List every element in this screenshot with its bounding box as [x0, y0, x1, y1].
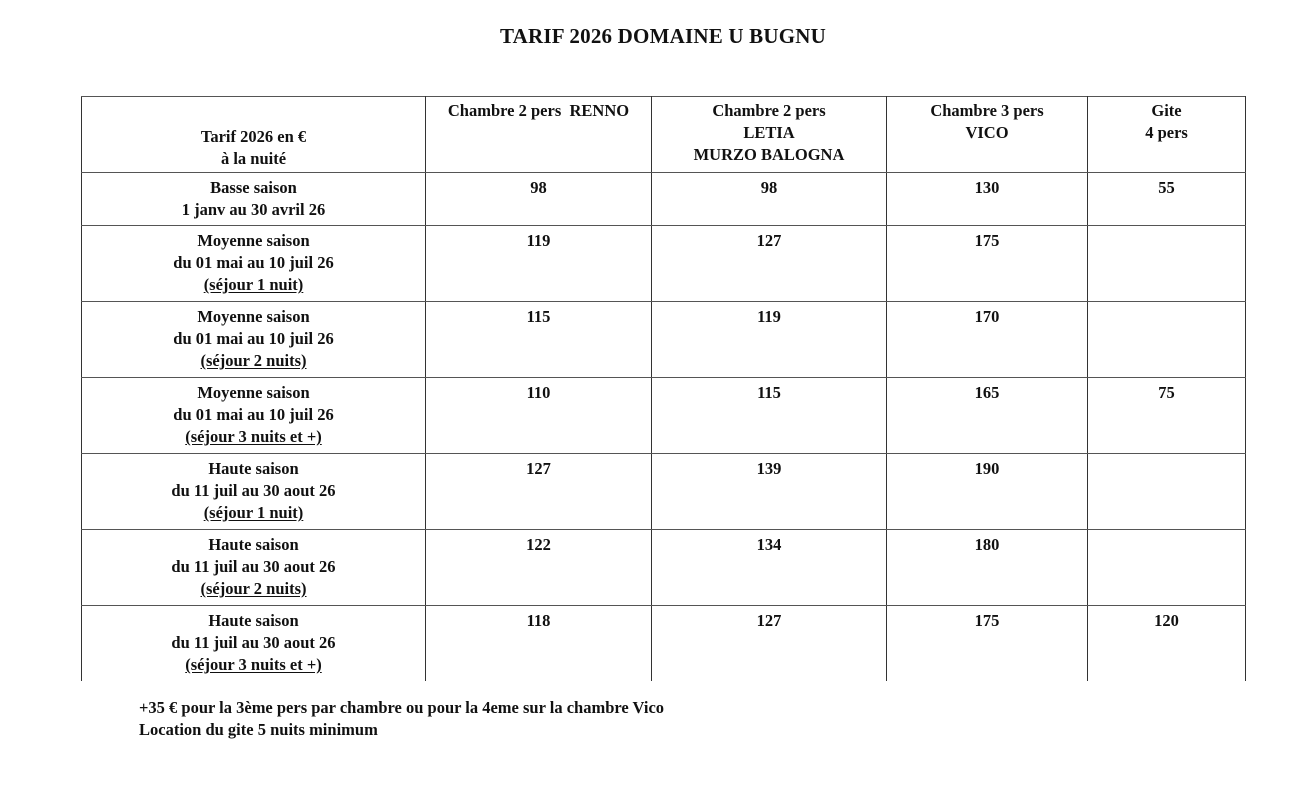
price-cell: 139 [652, 454, 887, 530]
price-cell [1088, 226, 1246, 302]
season-name: Haute saison [208, 535, 299, 554]
table-row [82, 302, 1246, 378]
season-dates: 1 janv au 30 avril 26 [181, 200, 326, 219]
season-dates: du 11 juil au 30 aout 26 [171, 633, 336, 652]
stay-length: (séjour 3 nuits et +) [185, 655, 322, 674]
price-cell: 115 [652, 378, 887, 454]
price-cell [1088, 530, 1246, 606]
footnote-gite-minimum: Location du gite 5 nuits minimum [139, 720, 378, 739]
column-header-line: VICO [965, 123, 1009, 142]
table-row [82, 378, 1246, 454]
price-cell: 75 [1088, 378, 1246, 454]
season-dates: du 11 juil au 30 aout 26 [171, 481, 336, 500]
table-row [82, 226, 1246, 302]
stay-length: (séjour 1 nuit) [203, 503, 304, 522]
table-row [82, 606, 1246, 682]
footnotes [139, 697, 664, 741]
price-cell: 127 [426, 454, 652, 530]
price-cell: 55 [1088, 173, 1246, 226]
season-cell [82, 302, 426, 378]
season-cell [82, 454, 426, 530]
column-header-line: 4 pers [1145, 123, 1188, 142]
season-name: Moyenne saison [197, 307, 310, 326]
price-cell: 115 [426, 302, 652, 378]
price-cell: 175 [887, 226, 1088, 302]
price-cell: 180 [887, 530, 1088, 606]
season-dates: du 01 mai au 10 juil 26 [173, 253, 334, 272]
column-header-line: Chambre 2 pers [712, 101, 826, 120]
price-cell [1088, 302, 1246, 378]
price-cell: 190 [887, 454, 1088, 530]
corner-line: à la nuité [220, 149, 287, 168]
price-cell: 98 [426, 173, 652, 226]
price-cell: 170 [887, 302, 1088, 378]
season-dates: du 01 mai au 10 juil 26 [173, 329, 334, 348]
column-header-line: Chambre 3 pers [930, 101, 1044, 120]
price-cell: 98 [652, 173, 887, 226]
column-header-vico [887, 97, 1088, 173]
column-header-gite [1088, 97, 1246, 173]
page-title: TARIF 2026 DOMAINE U BUGNU [499, 24, 827, 48]
price-table [81, 96, 1246, 681]
footnote-extra-person: +35 € pour la 3ème pers par chambre ou pour la 4eme sur la chambre Vico [139, 698, 665, 717]
price-cell: 119 [652, 302, 887, 378]
table-row [82, 454, 1246, 530]
price-cell: 120 [1088, 606, 1246, 682]
season-cell [82, 226, 426, 302]
season-dates: du 01 mai au 10 juil 26 [173, 405, 334, 424]
column-header-line: MURZO BALOGNA [693, 145, 845, 164]
column-header-line: Gite [1151, 101, 1182, 120]
season-cell [82, 173, 426, 226]
price-cell: 127 [652, 606, 887, 682]
table-row [82, 530, 1246, 606]
column-header-line: LETIA [743, 123, 795, 142]
season-name: Haute saison [208, 459, 299, 478]
price-cell: 118 [426, 606, 652, 682]
table-row [82, 173, 1246, 226]
stay-length: (séjour 1 nuit) [203, 275, 304, 294]
corner-line: Tarif 2026 en € [200, 127, 307, 146]
season-name: Moyenne saison [197, 231, 310, 250]
stay-length: (séjour 2 nuits) [200, 351, 307, 370]
price-cell: 134 [652, 530, 887, 606]
price-cell: 119 [426, 226, 652, 302]
column-header-letia [652, 97, 887, 173]
price-cell [1088, 454, 1246, 530]
header-row [82, 97, 1246, 173]
season-name: Haute saison [208, 611, 299, 630]
season-cell [82, 530, 426, 606]
price-cell: 122 [426, 530, 652, 606]
season-dates: du 11 juil au 30 aout 26 [171, 557, 336, 576]
price-cell: 130 [887, 173, 1088, 226]
price-cell: 127 [652, 226, 887, 302]
column-header-line: Chambre 2 pers RENNO [447, 101, 630, 120]
column-header-renno [426, 97, 652, 173]
season-cell [82, 606, 426, 682]
price-cell: 165 [887, 378, 1088, 454]
price-cell: 110 [426, 378, 652, 454]
season-name: Moyenne saison [197, 383, 310, 402]
price-cell: 175 [887, 606, 1088, 682]
stay-length: (séjour 2 nuits) [200, 579, 307, 598]
season-name: Basse saison [210, 178, 297, 197]
header-corner [82, 97, 426, 173]
season-cell [82, 378, 426, 454]
stay-length: (séjour 3 nuits et +) [185, 427, 322, 446]
